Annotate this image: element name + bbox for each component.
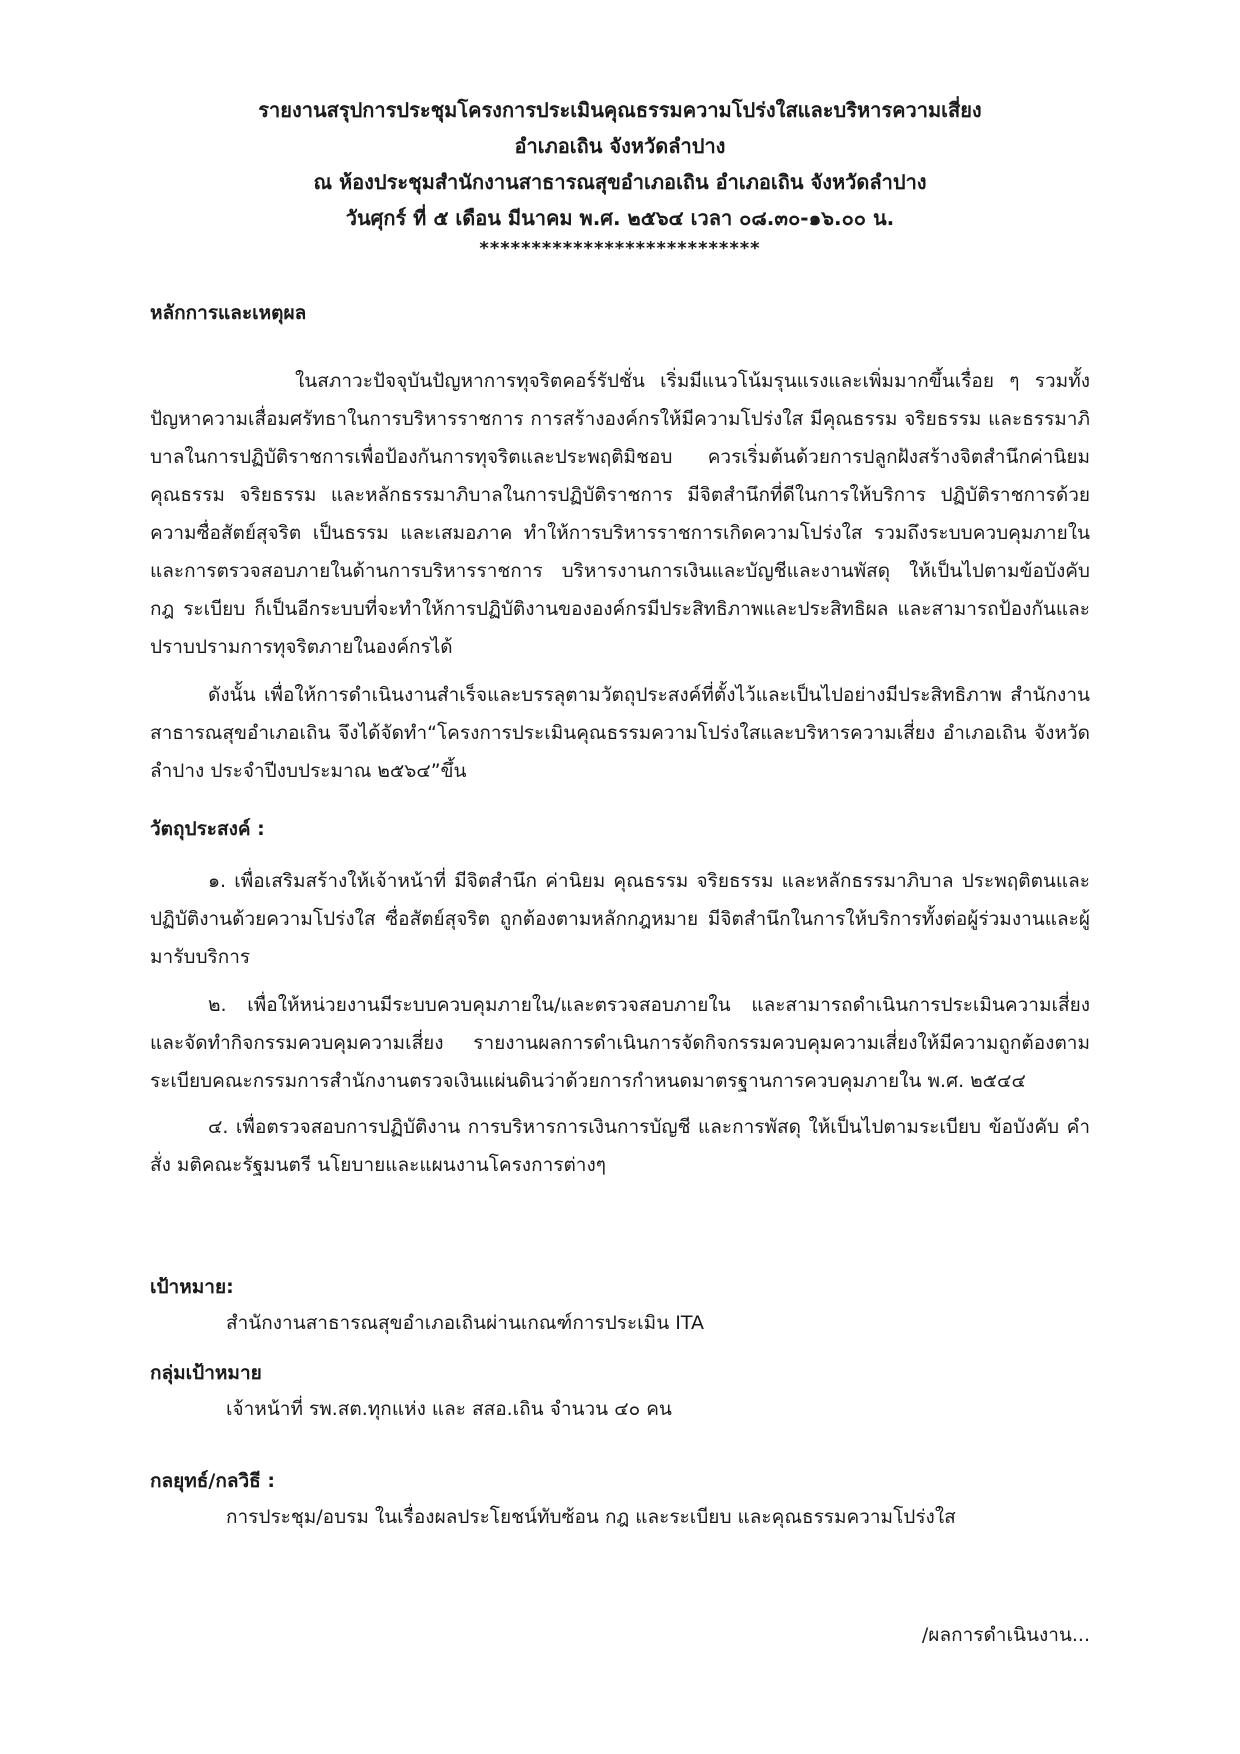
target-group-heading: กลุ่มเป้าหมาย <box>150 1362 262 1384</box>
strategy-section <box>150 1464 1090 1536</box>
rationale-paragraph-1: ในสภาวะปัจจุบันปัญหาการทุจริตคอร์รัปชั่น เริ่มมีแนวโน้มรุนแรงและเพิ่มมากขึ้นเรื่อย ๆ รวมทั้งปัญหาความเสื่อมศรัทธาในการบริหารราชการ การสร้างองค์กรให้มีความโปร่งใส มีคุณธรรม จริยธรรม และธรรมาภิบาลในการปฏิบัติราชการเพื่อป้องกันการทุจริตและประพฤติมิชอบ ควรเริ่มต้นด้วยการปลูกฝังสร้างจิตสำนึกค่านิยม คุณธรรม จริยธรรม และหลักธรรมาภิบาลในการปฏิบัติราชการ มีจิตสำนึกที่ดีในการให้บริการ ปฏิบัติราชการด้วยความซื่อสัตย์สุจริต เป็นธรรม และเสมอภาค ทำให้การบริหารราชการเกิดความโปร่งใส รวมถึงระบบควบคุมภายในและการตรวจสอบภายในด้านการบริหารราชการ บริหารงานการเงินและบัญชีและงานพัสดุ ให้เป็นไปตามข้อบังคับ กฎ ระเบียบ ก็เป็นอีกระบบที่จะทำให้การปฏิบัติงานขององค์กรมีประสิทธิภาพและประสิทธิผล และสามารถป้องกันและปราบปรามการทุจริตภายในองค์กรได้ <box>150 370 1090 658</box>
rationale-section <box>150 296 1090 330</box>
report-venue: ณ ห้องประชุมสำนักงานสาธารณสุขอำเภอเถิน อำเภอเถิน จังหวัดลำปาง <box>313 170 927 194</box>
rationale-heading: หลักการและเหตุผล <box>150 302 307 324</box>
objectives-heading: วัตถุประสงค์ : <box>150 818 265 840</box>
strategy-text: การประชุม/อบรม ในเรื่องผลประโยชน์ทับซ้อน กฎ และระเบียบ และคุณธรรมความโปร่งใส <box>226 1506 956 1528</box>
objective-item-3: ๔. เพื่อตรวจสอบการปฏิบัติงาน การบริหารการเงินการบัญชี และการพัสดุ ให้เป็นไปตามระเบียบ ข้อบังคับ คำสั่ง มติคณะรัฐมนตรี นโยบายและแผนงานโครงการต่างๆ <box>150 1116 1090 1176</box>
objective-item-1: ๑. เพื่อเสริมสร้างให้เจ้าหน้าที่ มีจิตสำนึก ค่านิยม คุณธรรม จริยธรรม และหลักธรรมาภิบาล ประพฤติตนและปฏิบัติงานด้วยความโปร่งใส ซื่อสัตย์สุจริต ถูกต้องตามหลักกฎหมาย มีจิตสำนึกในการให้บริการทั้งต่อผู้ร่วมงานและผู้มารับบริการ <box>150 870 1090 968</box>
target-heading: เป้าหมาย: <box>150 1276 234 1298</box>
document-header <box>150 92 1090 262</box>
target-section <box>150 1270 1090 1342</box>
target-group-section <box>150 1356 1090 1428</box>
objectives-section <box>150 812 1090 846</box>
report-date-time: วันศุกร์ ที่ ๕ เดือน มีนาคม พ.ศ. ๒๕๖๔ เวลา ๐๘.๓๐-๑๖.๐๐ น. <box>345 206 895 230</box>
rationale-paragraph-2: ดังนั้น เพื่อให้การดำเนินงานสำเร็จและบรรลุตามวัตถุประสงค์ที่ตั้งไว้และเป็นไปอย่างมีประสิทธิภาพ สำนักงานสาธารณสุขอำเภอเถิน จึงได้จัดทำ“โครงการประเมินคุณธรรมความโปร่งใสและบริหารความเสี่ยง อำเภอเถิน จังหวัดลำปาง ประจำปีงบประมาณ ๒๕๖๔”ขึ้น <box>150 684 1090 782</box>
report-title: รายงานสรุปการประชุมโครงการประเมินคุณธรรมความโปร่งใสและบริหารความเสี่ยง <box>258 98 982 122</box>
header-divider: *************************** <box>479 238 761 259</box>
objective-item-2: ๒. เพื่อให้หน่วยงานมีระบบควบคุมภายใน/และตรวจสอบภายใน และสามารถดำเนินการประเมินความเสี่ยงและจัดทำกิจกรรมควบคุมความเสี่ยง รายงานผลการดำเนินการจัดกิจกรรมควบคุมความเสี่ยงให้มีความถูกต้องตามระเบียบคณะกรรมการสำนักงานตรวจเงินแผ่นดินว่าด้วยการกำหนดมาตรฐานการควบคุมภายใน พ.ศ. ๒๕๔๔ <box>150 994 1090 1092</box>
target-text: สำนักงานสาธารณสุขอำเภอเถินผ่านเกณฑ์การประเมิน ITA <box>226 1312 704 1334</box>
objectives-body <box>150 862 1090 1184</box>
rationale-body <box>150 362 1090 790</box>
strategy-heading: กลยุทธ์/กลวิธี : <box>150 1470 275 1492</box>
report-district: อำเภอเถิน จังหวัดลำปาง <box>514 134 726 158</box>
continued-on-next-page: /ผลการดำเนินงาน... <box>921 1624 1090 1646</box>
target-group-text: เจ้าหน้าที่ รพ.สต.ทุกแห่ง และ สสอ.เถิน จำนวน ๔๐ คน <box>226 1398 672 1420</box>
